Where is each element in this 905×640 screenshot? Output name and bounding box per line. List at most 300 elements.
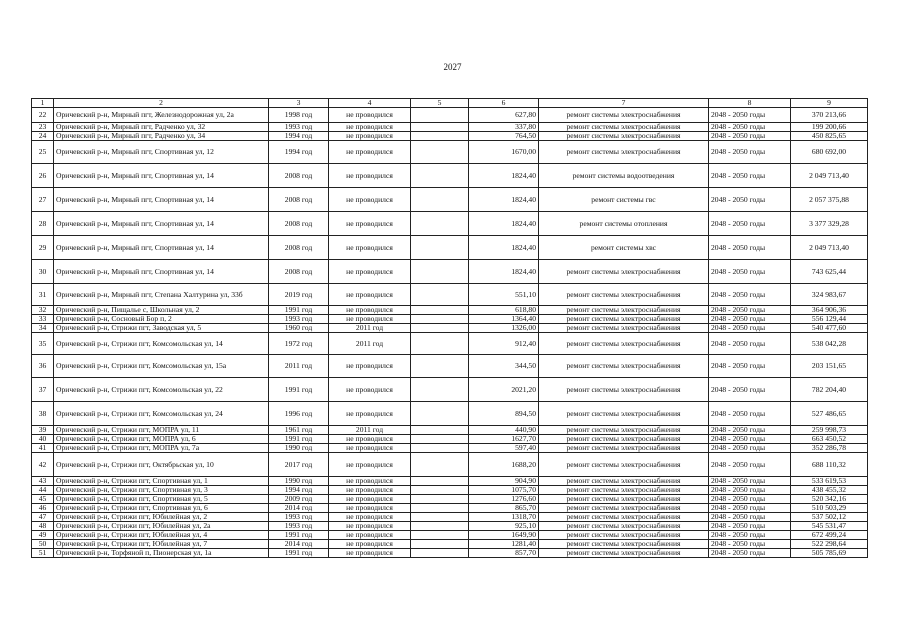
- last-repair-cell: не проводился: [329, 378, 411, 402]
- row-number: 49: [32, 531, 54, 540]
- cost-cell: 370 213,66: [791, 108, 868, 123]
- cost-cell: 520 342,16: [791, 495, 868, 504]
- row-number: 22: [32, 108, 54, 123]
- work-type-cell: ремонт системы электроснабжения: [539, 141, 709, 164]
- row-number: 31: [32, 284, 54, 306]
- period-cell: 2048 - 2050 годы: [709, 333, 791, 355]
- work-type-cell: ремонт системы электроснабжения: [539, 531, 709, 540]
- period-cell: 2048 - 2050 годы: [709, 132, 791, 141]
- address-cell: Оричевский р-н, Мирный пгт, Степана Халтурина ул, 33б: [54, 284, 269, 306]
- period-cell: 2048 - 2050 годы: [709, 453, 791, 477]
- work-type-cell: ремонт системы электроснабжения: [539, 453, 709, 477]
- row-number: 30: [32, 260, 54, 284]
- commission-year-cell: 1990 год: [269, 477, 329, 486]
- commission-year-cell: 1990 год: [269, 444, 329, 453]
- row-number: 51: [32, 549, 54, 558]
- last-repair-cell: не проводился: [329, 212, 411, 236]
- address-cell: Оричевский р-н, Стрижи пгт, МОПРА ул, 7а: [54, 444, 269, 453]
- commission-year-cell: 2014 год: [269, 504, 329, 513]
- commission-year-cell: 1991 год: [269, 378, 329, 402]
- table-row: [32, 188, 868, 212]
- last-repair-cell: не проводился: [329, 477, 411, 486]
- area-cell: 764,50: [469, 132, 539, 141]
- last-repair-cell: 2011 год: [329, 426, 411, 435]
- address-cell: Оричевский р-н, Стрижи пгт, Спортивная ул, 5: [54, 495, 269, 504]
- table-row: [32, 378, 868, 402]
- period-cell: 2048 - 2050 годы: [709, 402, 791, 426]
- address-cell: Оричевский р-н, Стрижи пгт, Спортивная ул, 1: [54, 477, 269, 486]
- row-number: 26: [32, 164, 54, 188]
- address-cell: Оричевский р-н, Стрижи пгт, Комсомольская ул, 22: [54, 378, 269, 402]
- empty-cell: [411, 402, 469, 426]
- cost-cell: 510 503,29: [791, 504, 868, 513]
- area-cell: 1318,70: [469, 513, 539, 522]
- work-type-cell: ремонт системы электроснабжения: [539, 123, 709, 132]
- table-row: [32, 260, 868, 284]
- area-cell: 1824,40: [469, 236, 539, 260]
- cost-cell: 556 129,44: [791, 315, 868, 324]
- address-cell: Оричевский р-н, Мирный пгт, Спортивная ул, 14: [54, 236, 269, 260]
- empty-cell: [411, 486, 469, 495]
- cost-cell: 364 906,36: [791, 306, 868, 315]
- work-type-cell: ремонт системы электроснабжения: [539, 435, 709, 444]
- period-cell: 2048 - 2050 годы: [709, 435, 791, 444]
- address-cell: Оричевский р-н, Пищалье с, Школьная ул, 2: [54, 306, 269, 315]
- empty-cell: [411, 164, 469, 188]
- commission-year-cell: 1996 год: [269, 402, 329, 426]
- work-type-cell: ремонт системы электроснабжения: [539, 108, 709, 123]
- work-type-cell: ремонт системы хвс: [539, 236, 709, 260]
- commission-year-cell: 1993 год: [269, 315, 329, 324]
- address-cell: Оричевский р-н, Мирный пгт, Железнодорожная ул, 2а: [54, 108, 269, 123]
- last-repair-cell: не проводился: [329, 486, 411, 495]
- table-row: [32, 123, 868, 132]
- table-row: [32, 141, 868, 164]
- column-number: 7: [539, 99, 709, 108]
- row-number: 33: [32, 315, 54, 324]
- commission-year-cell: 2008 год: [269, 164, 329, 188]
- address-cell: Оричевский р-н, Стрижи пгт, Заводская ул, 5: [54, 324, 269, 333]
- table-row: [32, 284, 868, 306]
- period-cell: 2048 - 2050 годы: [709, 531, 791, 540]
- last-repair-cell: не проводился: [329, 236, 411, 260]
- address-cell: Оричевский р-н, Стрижи пгт, Октябрьская ул, 10: [54, 453, 269, 477]
- empty-cell: [411, 426, 469, 435]
- period-cell: 2048 - 2050 годы: [709, 378, 791, 402]
- column-number: 8: [709, 99, 791, 108]
- last-repair-cell: не проводился: [329, 284, 411, 306]
- work-type-cell: ремонт системы электроснабжения: [539, 315, 709, 324]
- area-cell: 1075,70: [469, 486, 539, 495]
- work-type-cell: ремонт системы электроснабжения: [539, 540, 709, 549]
- row-number: 28: [32, 212, 54, 236]
- row-number: 38: [32, 402, 54, 426]
- commission-year-cell: 1991 год: [269, 531, 329, 540]
- area-cell: 1649,90: [469, 531, 539, 540]
- empty-cell: [411, 549, 469, 558]
- work-type-cell: ремонт системы электроснабжения: [539, 260, 709, 284]
- row-number: 48: [32, 522, 54, 531]
- address-cell: Оричевский р-н, Мирный пгт, Спортивная ул, 14: [54, 188, 269, 212]
- work-type-cell: ремонт системы электроснабжения: [539, 495, 709, 504]
- last-repair-cell: не проводился: [329, 531, 411, 540]
- column-number: 9: [791, 99, 868, 108]
- cost-cell: 688 110,32: [791, 453, 868, 477]
- empty-cell: [411, 378, 469, 402]
- last-repair-cell: не проводился: [329, 495, 411, 504]
- last-repair-cell: не проводился: [329, 355, 411, 378]
- cost-cell: 2 049 713,40: [791, 236, 868, 260]
- area-cell: 857,70: [469, 549, 539, 558]
- commission-year-cell: 2014 год: [269, 540, 329, 549]
- empty-cell: [411, 522, 469, 531]
- address-cell: Оричевский р-н, Стрижи пгт, Комсомольская ул, 24: [54, 402, 269, 426]
- commission-year-cell: 1991 год: [269, 306, 329, 315]
- area-cell: 440,90: [469, 426, 539, 435]
- address-cell: Оричевский р-н, Мирный пгт, Радченко ул, 34: [54, 132, 269, 141]
- area-cell: 1670,00: [469, 141, 539, 164]
- period-cell: 2048 - 2050 годы: [709, 236, 791, 260]
- cost-cell: 672 499,24: [791, 531, 868, 540]
- address-cell: Оричевский р-н, Мирный пгт, Радченко ул, 32: [54, 123, 269, 132]
- table-row: [32, 495, 868, 504]
- last-repair-cell: 2011 год: [329, 333, 411, 355]
- page-number: 2027: [443, 62, 462, 72]
- commission-year-cell: 1993 год: [269, 522, 329, 531]
- cost-cell: 743 625,44: [791, 260, 868, 284]
- cost-cell: 538 042,28: [791, 333, 868, 355]
- work-type-cell: ремонт системы электроснабжения: [539, 355, 709, 378]
- empty-cell: [411, 141, 469, 164]
- empty-cell: [411, 531, 469, 540]
- commission-year-cell: 1994 год: [269, 486, 329, 495]
- cost-cell: 782 204,40: [791, 378, 868, 402]
- address-cell: Оричевский р-н, Стрижи пгт, Юбилейная ул, 7: [54, 540, 269, 549]
- table-row: [32, 453, 868, 477]
- period-cell: 2048 - 2050 годы: [709, 141, 791, 164]
- last-repair-cell: не проводился: [329, 188, 411, 212]
- row-number: 39: [32, 426, 54, 435]
- period-cell: 2048 - 2050 годы: [709, 164, 791, 188]
- empty-cell: [411, 132, 469, 141]
- row-number: 25: [32, 141, 54, 164]
- table-row: [32, 426, 868, 435]
- empty-cell: [411, 444, 469, 453]
- last-repair-cell: не проводился: [329, 540, 411, 549]
- last-repair-cell: не проводился: [329, 513, 411, 522]
- period-cell: 2048 - 2050 годы: [709, 188, 791, 212]
- period-cell: 2048 - 2050 годы: [709, 426, 791, 435]
- work-type-cell: ремонт системы гвс: [539, 188, 709, 212]
- cost-cell: 680 692,00: [791, 141, 868, 164]
- work-type-cell: ремонт системы электроснабжения: [539, 504, 709, 513]
- row-number: 50: [32, 540, 54, 549]
- period-cell: 2048 - 2050 годы: [709, 284, 791, 306]
- period-cell: 2048 - 2050 годы: [709, 477, 791, 486]
- empty-cell: [411, 495, 469, 504]
- empty-cell: [411, 306, 469, 315]
- cost-cell: 259 998,73: [791, 426, 868, 435]
- area-cell: 1824,40: [469, 260, 539, 284]
- commission-year-cell: 1998 год: [269, 108, 329, 123]
- last-repair-cell: не проводился: [329, 123, 411, 132]
- last-repair-cell: не проводился: [329, 108, 411, 123]
- work-type-cell: ремонт системы водоотведения: [539, 164, 709, 188]
- column-number: 5: [411, 99, 469, 108]
- last-repair-cell: не проводился: [329, 444, 411, 453]
- commission-year-cell: 1994 год: [269, 132, 329, 141]
- commission-year-cell: 1993 год: [269, 123, 329, 132]
- last-repair-cell: не проводился: [329, 306, 411, 315]
- table-row: [32, 513, 868, 522]
- column-number-row: [32, 99, 868, 108]
- row-number: 42: [32, 453, 54, 477]
- area-cell: 337,80: [469, 123, 539, 132]
- table-row: [32, 315, 868, 324]
- cost-cell: 527 486,65: [791, 402, 868, 426]
- cost-cell: 2 057 375,88: [791, 188, 868, 212]
- period-cell: 2048 - 2050 годы: [709, 549, 791, 558]
- row-number: 44: [32, 486, 54, 495]
- period-cell: 2048 - 2050 годы: [709, 540, 791, 549]
- period-cell: 2048 - 2050 годы: [709, 513, 791, 522]
- area-cell: 1824,40: [469, 164, 539, 188]
- row-number: 29: [32, 236, 54, 260]
- commission-year-cell: 2008 год: [269, 212, 329, 236]
- table-row: [32, 212, 868, 236]
- address-cell: Оричевский р-н, Мирный пгт, Спортивная ул, 14: [54, 164, 269, 188]
- area-cell: 344,50: [469, 355, 539, 378]
- table-row: [32, 306, 868, 315]
- work-type-cell: ремонт системы электроснабжения: [539, 324, 709, 333]
- table-row: [32, 435, 868, 444]
- cost-cell: 545 531,47: [791, 522, 868, 531]
- period-cell: 2048 - 2050 годы: [709, 306, 791, 315]
- area-cell: 912,40: [469, 333, 539, 355]
- area-cell: 1824,40: [469, 212, 539, 236]
- work-type-cell: ремонт системы электроснабжения: [539, 333, 709, 355]
- area-cell: 551,10: [469, 284, 539, 306]
- table-row: [32, 324, 868, 333]
- period-cell: 2048 - 2050 годы: [709, 108, 791, 123]
- table-row: [32, 549, 868, 558]
- address-cell: Оричевский р-н, Торфяной п, Пионерская ул, 1а: [54, 549, 269, 558]
- table-row: [32, 540, 868, 549]
- period-cell: 2048 - 2050 годы: [709, 315, 791, 324]
- commission-year-cell: 1961 год: [269, 426, 329, 435]
- column-number: 2: [54, 99, 269, 108]
- cost-cell: 3 377 329,28: [791, 212, 868, 236]
- last-repair-cell: не проводился: [329, 504, 411, 513]
- address-cell: Оричевский р-н, Стрижи пгт, Юбилейная ул, 2а: [54, 522, 269, 531]
- cost-cell: 522 298,64: [791, 540, 868, 549]
- row-number: 37: [32, 378, 54, 402]
- area-cell: 1627,70: [469, 435, 539, 444]
- empty-cell: [411, 188, 469, 212]
- period-cell: 2048 - 2050 годы: [709, 324, 791, 333]
- row-number: 41: [32, 444, 54, 453]
- work-type-cell: ремонт системы электроснабжения: [539, 549, 709, 558]
- cost-cell: 505 785,69: [791, 549, 868, 558]
- commission-year-cell: 2008 год: [269, 188, 329, 212]
- last-repair-cell: не проводился: [329, 522, 411, 531]
- commission-year-cell: 1972 год: [269, 333, 329, 355]
- table-row: [32, 522, 868, 531]
- table-row: [32, 132, 868, 141]
- area-cell: 894,50: [469, 402, 539, 426]
- empty-cell: [411, 540, 469, 549]
- work-type-cell: ремонт системы электроснабжения: [539, 402, 709, 426]
- address-cell: Оричевский р-н, Стрижи пгт, Спортивная ул, 6: [54, 504, 269, 513]
- work-type-cell: ремонт системы электроснабжения: [539, 486, 709, 495]
- last-repair-cell: не проводился: [329, 453, 411, 477]
- column-number: 1: [32, 99, 54, 108]
- area-cell: 904,90: [469, 477, 539, 486]
- cost-cell: 2 049 713,40: [791, 164, 868, 188]
- period-cell: 2048 - 2050 годы: [709, 212, 791, 236]
- address-cell: Оричевский р-н, Мирный пгт, Спортивная ул, 14: [54, 260, 269, 284]
- empty-cell: [411, 324, 469, 333]
- table-row: [32, 477, 868, 486]
- table-row: [32, 333, 868, 355]
- cost-cell: 199 200,66: [791, 123, 868, 132]
- empty-cell: [411, 260, 469, 284]
- address-cell: Оричевский р-н, Стрижи пгт, Юбилейная ул, 2: [54, 513, 269, 522]
- empty-cell: [411, 212, 469, 236]
- area-cell: 1364,40: [469, 315, 539, 324]
- row-number: 45: [32, 495, 54, 504]
- commission-year-cell: 2011 год: [269, 355, 329, 378]
- address-cell: Оричевский р-н, Мирный пгт, Спортивная ул, 12: [54, 141, 269, 164]
- cost-cell: 533 619,53: [791, 477, 868, 486]
- last-repair-cell: не проводился: [329, 260, 411, 284]
- cost-cell: 450 825,65: [791, 132, 868, 141]
- empty-cell: [411, 333, 469, 355]
- row-number: 27: [32, 188, 54, 212]
- area-cell: 618,80: [469, 306, 539, 315]
- empty-cell: [411, 355, 469, 378]
- empty-cell: [411, 108, 469, 123]
- period-cell: 2048 - 2050 годы: [709, 123, 791, 132]
- table-row: [32, 504, 868, 513]
- commission-year-cell: 1960 год: [269, 324, 329, 333]
- period-cell: 2048 - 2050 годы: [709, 495, 791, 504]
- cost-cell: 324 983,67: [791, 284, 868, 306]
- table-row: [32, 444, 868, 453]
- empty-cell: [411, 453, 469, 477]
- row-number: 46: [32, 504, 54, 513]
- last-repair-cell: 2011 год: [329, 324, 411, 333]
- cost-cell: 540 477,60: [791, 324, 868, 333]
- last-repair-cell: не проводился: [329, 141, 411, 164]
- commission-year-cell: 2008 год: [269, 260, 329, 284]
- period-cell: 2048 - 2050 годы: [709, 260, 791, 284]
- address-cell: Оричевский р-н, Стрижи пгт, Комсомольская ул, 14: [54, 333, 269, 355]
- empty-cell: [411, 477, 469, 486]
- area-cell: 925,10: [469, 522, 539, 531]
- table-row: [32, 355, 868, 378]
- cost-cell: 438 455,32: [791, 486, 868, 495]
- work-type-cell: ремонт системы электроснабжения: [539, 522, 709, 531]
- period-cell: 2048 - 2050 годы: [709, 504, 791, 513]
- row-number: 40: [32, 435, 54, 444]
- commission-year-cell: 2009 год: [269, 495, 329, 504]
- commission-year-cell: 1993 год: [269, 513, 329, 522]
- work-type-cell: ремонт системы электроснабжения: [539, 513, 709, 522]
- address-cell: Оричевский р-н, Мирный пгт, Спортивная ул, 14: [54, 212, 269, 236]
- area-cell: 1281,40: [469, 540, 539, 549]
- area-cell: 1276,60: [469, 495, 539, 504]
- area-cell: 1326,00: [469, 324, 539, 333]
- address-cell: Оричевский р-н, Стрижи пгт, МОПРА ул, 11: [54, 426, 269, 435]
- empty-cell: [411, 315, 469, 324]
- column-number: 6: [469, 99, 539, 108]
- table-row: [32, 531, 868, 540]
- column-number: 3: [269, 99, 329, 108]
- table-row: [32, 402, 868, 426]
- work-type-cell: ремонт системы электроснабжения: [539, 477, 709, 486]
- area-cell: 597,40: [469, 444, 539, 453]
- empty-cell: [411, 435, 469, 444]
- commission-year-cell: 1991 год: [269, 435, 329, 444]
- empty-cell: [411, 236, 469, 260]
- commission-year-cell: 1991 год: [269, 549, 329, 558]
- row-number: 36: [32, 355, 54, 378]
- table-row: [32, 486, 868, 495]
- empty-cell: [411, 504, 469, 513]
- work-type-cell: ремонт системы электроснабжения: [539, 284, 709, 306]
- period-cell: 2048 - 2050 годы: [709, 355, 791, 378]
- commission-year-cell: 2019 год: [269, 284, 329, 306]
- row-number: 24: [32, 132, 54, 141]
- last-repair-cell: не проводился: [329, 549, 411, 558]
- work-type-cell: ремонт системы электроснабжения: [539, 444, 709, 453]
- empty-cell: [411, 123, 469, 132]
- row-number: 47: [32, 513, 54, 522]
- work-type-cell: ремонт системы электроснабжения: [539, 306, 709, 315]
- row-number: 32: [32, 306, 54, 315]
- period-cell: 2048 - 2050 годы: [709, 486, 791, 495]
- last-repair-cell: не проводился: [329, 132, 411, 141]
- cost-cell: 663 450,52: [791, 435, 868, 444]
- row-number: 23: [32, 123, 54, 132]
- work-type-cell: ремонт системы электроснабжения: [539, 378, 709, 402]
- commission-year-cell: 2017 год: [269, 453, 329, 477]
- cost-cell: 203 151,65: [791, 355, 868, 378]
- cost-cell: 352 286,78: [791, 444, 868, 453]
- address-cell: Оричевский р-н, Стрижи пгт, Юбилейная ул, 4: [54, 531, 269, 540]
- capital-repair-table: [31, 98, 868, 558]
- period-cell: 2048 - 2050 годы: [709, 444, 791, 453]
- table-row: [32, 164, 868, 188]
- area-cell: 865,70: [469, 504, 539, 513]
- area-cell: 627,80: [469, 108, 539, 123]
- work-type-cell: ремонт системы отопления: [539, 212, 709, 236]
- last-repair-cell: не проводился: [329, 402, 411, 426]
- empty-cell: [411, 284, 469, 306]
- empty-cell: [411, 513, 469, 522]
- table-row: [32, 108, 868, 123]
- area-cell: 2021,20: [469, 378, 539, 402]
- row-number: 35: [32, 333, 54, 355]
- row-number: 34: [32, 324, 54, 333]
- address-cell: Оричевский р-н, Стрижи пгт, Спортивная ул, 3: [54, 486, 269, 495]
- area-cell: 1824,40: [469, 188, 539, 212]
- work-type-cell: ремонт системы электроснабжения: [539, 426, 709, 435]
- commission-year-cell: 2008 год: [269, 236, 329, 260]
- last-repair-cell: не проводился: [329, 435, 411, 444]
- work-type-cell: ремонт системы электроснабжения: [539, 132, 709, 141]
